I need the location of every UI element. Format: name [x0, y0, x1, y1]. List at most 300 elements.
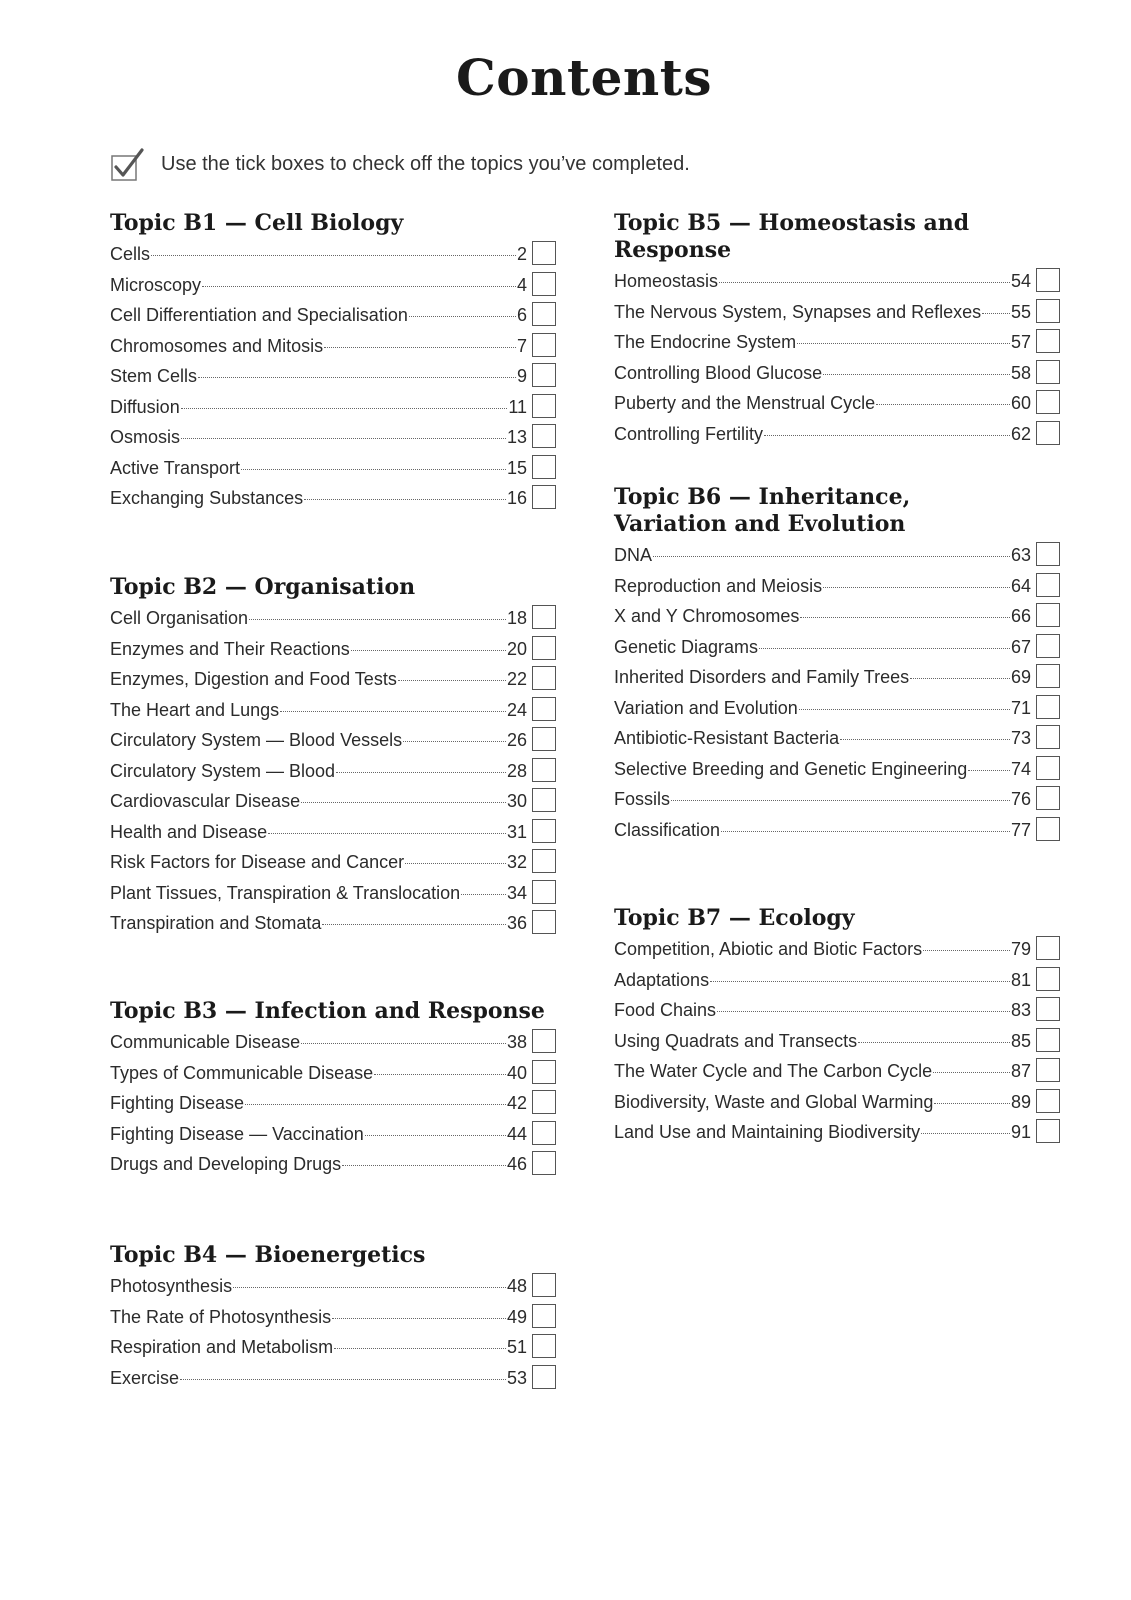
entry-line [110, 488, 527, 509]
tick-box[interactable] [532, 758, 556, 782]
entry-page-number: 44 [506, 1123, 527, 1144]
contents-entry [110, 666, 560, 697]
contents-entry [614, 329, 1064, 360]
entry-title: Osmosis [110, 427, 181, 447]
entry-page-number: 2 [516, 244, 527, 264]
entry-title: Cell Differentiation and Specialisation [110, 305, 408, 325]
dot-leader [671, 800, 1010, 801]
tick-box[interactable] [532, 880, 556, 904]
entry-page-number: 15 [506, 457, 527, 478]
topic-heading: Topic B7 — Ecology [614, 905, 855, 931]
dot-leader [198, 377, 516, 378]
entry-line [614, 393, 1031, 414]
dot-leader [332, 1318, 506, 1319]
tick-box[interactable] [1036, 997, 1060, 1021]
dot-leader [653, 556, 1010, 557]
entry-title: Exchanging Substances [110, 488, 304, 508]
entry-page-number: 30 [506, 791, 527, 811]
contents-entry [110, 636, 560, 667]
dot-leader [241, 469, 506, 470]
entry-page-number: 9 [516, 366, 527, 386]
entry-page-number: 42 [506, 1093, 527, 1113]
contents-entry [614, 603, 1064, 634]
entry-title: Health and Disease [110, 821, 268, 842]
entry-title: Reproduction and Meiosis [614, 575, 823, 596]
instruction-text: Use the tick boxes to check off the topics you’ve completed. [161, 153, 690, 175]
contents-entry [614, 786, 1064, 817]
entry-title: Biodiversity, Waste and Global Warming [614, 1091, 934, 1112]
entry-page-number: 64 [1010, 575, 1031, 596]
entry-title: Fighting Disease — Vaccination [110, 1123, 364, 1144]
entry-line [614, 698, 1031, 719]
topic-section [110, 574, 560, 941]
tick-box[interactable] [532, 788, 556, 812]
entry-line [110, 1307, 527, 1328]
dot-leader [840, 739, 1010, 740]
contents-entry [110, 910, 560, 941]
entry-line [614, 820, 1031, 841]
entry-title: Fighting Disease [110, 1093, 245, 1113]
tick-box[interactable] [1036, 1058, 1060, 1082]
tick-box[interactable] [532, 241, 556, 265]
contents-entry [110, 424, 560, 455]
tick-box[interactable] [532, 849, 556, 873]
contents-entry [110, 819, 560, 850]
entry-page-number: 54 [1010, 271, 1031, 291]
dot-leader [268, 833, 506, 834]
entry-title: The Water Cycle and The Carbon Cycle [614, 1061, 933, 1081]
entry-line [614, 1061, 1031, 1082]
contents-entry [110, 1304, 560, 1335]
tick-box[interactable] [532, 272, 556, 296]
entry-title: Enzymes and Their Reactions [110, 638, 350, 659]
tick-box[interactable] [1036, 1028, 1060, 1052]
tick-box[interactable] [532, 1151, 556, 1175]
tick-box[interactable] [1036, 695, 1060, 719]
entry-line [110, 822, 527, 843]
entry-title: Classification [614, 819, 721, 840]
entry-page-number: 85 [1010, 1030, 1031, 1051]
tick-box[interactable] [1036, 967, 1060, 991]
topic-section [110, 1242, 560, 1395]
dot-leader [717, 1011, 1010, 1012]
entry-line [614, 667, 1031, 688]
entry-line [110, 275, 527, 296]
entry-page-number: 60 [1010, 393, 1031, 413]
dot-leader [721, 831, 1010, 832]
tick-box[interactable] [1036, 390, 1060, 414]
entry-page-number: 32 [506, 852, 527, 872]
contents-entry [110, 697, 560, 728]
entry-title: Risk Factors for Disease and Cancer [110, 852, 405, 872]
entry-title: Fossils [614, 789, 671, 809]
entry-title: The Rate of Photosynthesis [110, 1306, 332, 1327]
contents-entry [110, 272, 560, 303]
dot-leader [180, 1379, 506, 1380]
entry-title: Stem Cells [110, 366, 198, 386]
entry-line [614, 332, 1031, 353]
entry-line [614, 759, 1031, 780]
entry-title: Chromosomes and Mitosis [110, 335, 324, 356]
contents-entry [614, 1089, 1064, 1120]
entry-title: Homeostasis [614, 271, 719, 291]
entry-page-number: 57 [1010, 332, 1031, 352]
entry-title: Enzymes, Digestion and Food Tests [110, 669, 397, 689]
entry-page-number: 73 [1010, 728, 1031, 748]
tick-box[interactable] [1036, 664, 1060, 688]
contents-entry [110, 485, 560, 516]
tick-box[interactable] [532, 1090, 556, 1114]
entry-page-number: 22 [506, 669, 527, 689]
tick-box[interactable] [532, 485, 556, 509]
entry-title: Controlling Fertility [614, 423, 764, 444]
entry-line [110, 366, 527, 387]
contents-entry [110, 1151, 560, 1182]
tick-box[interactable] [532, 424, 556, 448]
entry-page-number: 51 [506, 1337, 527, 1357]
tick-box[interactable] [532, 910, 556, 934]
entry-line [614, 1092, 1031, 1113]
entry-title: Photosynthesis [110, 1276, 233, 1296]
entry-page-number: 18 [506, 608, 527, 628]
contents-entry [110, 333, 560, 364]
topic-section [614, 905, 1064, 1150]
dot-leader [968, 770, 1010, 771]
contents-entry [110, 1121, 560, 1152]
entry-title: Inherited Disorders and Family Trees [614, 667, 910, 687]
dot-leader [322, 924, 506, 925]
dot-leader [181, 408, 508, 409]
contents-entry [614, 360, 1064, 391]
entry-page-number: 6 [516, 305, 527, 325]
entry-line [110, 1276, 527, 1297]
dot-leader [764, 435, 1010, 436]
entry-title: Cell Organisation [110, 608, 249, 628]
entry-title: Active Transport [110, 457, 241, 478]
contents-entry [110, 1090, 560, 1121]
entry-page-number: 11 [508, 396, 527, 417]
entry-title: DNA [614, 545, 653, 565]
tick-box[interactable] [532, 1304, 556, 1328]
dot-leader [800, 617, 1010, 618]
entry-title: Food Chains [614, 1000, 717, 1020]
dot-leader [403, 741, 506, 742]
entry-title: Variation and Evolution [614, 697, 798, 718]
entry-page-number: 79 [1010, 939, 1031, 959]
entry-page-number: 77 [1010, 819, 1031, 840]
dot-leader [336, 772, 506, 773]
entry-page-number: 69 [1010, 667, 1031, 687]
entry-page-number: 31 [506, 821, 527, 842]
entry-title: Cardiovascular Disease [110, 791, 301, 811]
contents-entry [110, 788, 560, 819]
tick-box[interactable] [1036, 1089, 1060, 1113]
dot-leader [374, 1074, 506, 1075]
tick-box[interactable] [532, 636, 556, 660]
dot-leader [324, 347, 516, 348]
dot-leader [823, 587, 1010, 588]
tick-box[interactable] [1036, 634, 1060, 658]
dot-leader [710, 981, 1010, 982]
tick-box[interactable] [532, 333, 556, 357]
dot-leader [759, 648, 1010, 649]
entry-line [110, 1063, 527, 1084]
contents-entry [614, 1058, 1064, 1089]
contents-entry [110, 1365, 560, 1396]
entry-title: The Nervous System, Synapses and Reflexes [614, 301, 982, 322]
contents-entry [614, 756, 1064, 787]
entry-title: X and Y Chromosomes [614, 606, 800, 626]
entry-page-number: 55 [1010, 301, 1031, 322]
entry-line [110, 730, 527, 751]
dot-leader [342, 1165, 506, 1166]
dot-leader [398, 680, 506, 681]
entry-title: Adaptations [614, 969, 710, 990]
contents-entry [614, 634, 1064, 665]
contents-entry [614, 725, 1064, 756]
dot-leader [351, 650, 506, 651]
tick-box[interactable] [532, 1060, 556, 1084]
entry-page-number: 26 [506, 730, 527, 750]
entry-page-number: 89 [1010, 1091, 1031, 1112]
entry-title: Puberty and the Menstrual Cycle [614, 393, 876, 413]
entry-page-number: 49 [506, 1306, 527, 1327]
contents-entry [110, 880, 560, 911]
entry-line [614, 1122, 1031, 1143]
contents-entry [110, 727, 560, 758]
dot-leader [876, 404, 1010, 405]
entry-title: Controlling Blood Glucose [614, 362, 823, 383]
entry-title: Cells [110, 244, 151, 264]
entry-line [110, 852, 527, 873]
tick-box[interactable] [532, 1273, 556, 1297]
entry-page-number: 34 [506, 882, 527, 903]
entry-title: Exercise [110, 1367, 180, 1388]
entry-line [614, 637, 1031, 658]
dot-leader [934, 1103, 1010, 1104]
topic-heading: Topic B5 — Homeostasis and Response [614, 210, 970, 263]
tick-box[interactable] [532, 1121, 556, 1145]
entry-title: Selective Breeding and Genetic Engineering [614, 758, 968, 779]
entry-line [614, 789, 1031, 810]
dot-leader [365, 1135, 506, 1136]
dot-leader [245, 1104, 506, 1105]
entry-line [110, 458, 527, 479]
contents-entry [614, 664, 1064, 695]
entry-line [110, 1154, 527, 1175]
contents-entry [110, 394, 560, 425]
entry-line [614, 728, 1031, 749]
entry-page-number: 74 [1010, 758, 1031, 779]
entry-page-number: 76 [1010, 789, 1031, 809]
dot-leader [409, 316, 516, 317]
contents-entry [614, 997, 1064, 1028]
tick-box[interactable] [1036, 268, 1060, 292]
entry-title: Microscopy [110, 274, 202, 295]
entry-line [110, 244, 527, 265]
tick-box[interactable] [532, 1334, 556, 1358]
entry-line [110, 427, 527, 448]
tick-box[interactable] [532, 819, 556, 843]
entry-line [614, 363, 1031, 384]
topic-section [110, 998, 560, 1182]
contents-entry [614, 695, 1064, 726]
topic-heading: Topic B3 — Infection and Response [110, 998, 545, 1024]
tick-box[interactable] [1036, 1119, 1060, 1143]
contents-entry [614, 542, 1064, 573]
dot-leader [301, 1043, 506, 1044]
tick-box[interactable] [1036, 360, 1060, 384]
tick-box[interactable] [532, 666, 556, 690]
entry-page-number: 36 [506, 913, 527, 933]
dot-leader [933, 1072, 1010, 1073]
dot-leader [233, 1287, 506, 1288]
contents-entry [614, 268, 1064, 299]
contents-entry [614, 573, 1064, 604]
contents-entry [614, 390, 1064, 421]
dot-leader [823, 374, 1010, 375]
entry-page-number: 46 [506, 1154, 527, 1174]
dot-leader [982, 313, 1010, 314]
tick-box[interactable] [532, 697, 556, 721]
entry-page-number: 67 [1010, 636, 1031, 657]
entry-title: Competition, Abiotic and Biotic Factors [614, 939, 923, 959]
entry-line [614, 576, 1031, 597]
entry-line [110, 1124, 527, 1145]
tick-box[interactable] [1036, 817, 1060, 841]
topic-heading: Topic B1 — Cell Biology [110, 210, 404, 236]
tick-box[interactable] [1036, 725, 1060, 749]
entry-line [110, 883, 527, 904]
entry-page-number: 66 [1010, 606, 1031, 626]
entry-title: Using Quadrats and Transects [614, 1030, 858, 1051]
entry-page-number: 81 [1010, 969, 1031, 990]
tick-box[interactable] [532, 455, 556, 479]
contents-entry [110, 455, 560, 486]
tick-box[interactable] [1036, 603, 1060, 627]
entry-page-number: 38 [506, 1032, 527, 1052]
dot-leader [910, 678, 1010, 679]
dot-leader [151, 255, 516, 256]
topic-section [614, 210, 1064, 451]
entry-title: Communicable Disease [110, 1032, 301, 1052]
tick-box[interactable] [1036, 329, 1060, 353]
entry-title: Diffusion [110, 396, 180, 417]
dot-leader [301, 802, 506, 803]
tick-box[interactable] [532, 605, 556, 629]
tick-box[interactable] [1036, 936, 1060, 960]
entry-line [110, 700, 527, 721]
tick-box[interactable] [1036, 421, 1060, 445]
entry-page-number: 7 [516, 335, 527, 356]
entry-title: The Heart and Lungs [110, 699, 280, 720]
entry-page-number: 13 [506, 427, 527, 447]
entry-title: Circulatory System — Blood Vessels [110, 730, 403, 750]
topic-section [110, 210, 560, 516]
dot-leader [334, 1348, 506, 1349]
entry-line [110, 791, 527, 812]
entry-line [614, 302, 1031, 323]
entry-line [110, 1337, 527, 1358]
contents-entry [614, 1119, 1064, 1150]
entry-title: Drugs and Developing Drugs [110, 1154, 342, 1174]
dot-leader [799, 709, 1010, 710]
entry-line [110, 913, 527, 934]
tick-box[interactable] [1036, 299, 1060, 323]
contents-entry [110, 241, 560, 272]
check-icon [111, 148, 145, 182]
entry-page-number: 28 [506, 760, 527, 781]
dot-leader [202, 286, 516, 287]
contents-entry [614, 421, 1064, 452]
contents-entry [110, 302, 560, 333]
dot-leader [921, 1133, 1010, 1134]
contents-entry [614, 967, 1064, 998]
contents-entry [110, 1029, 560, 1060]
tick-box[interactable] [1036, 573, 1060, 597]
tick-box[interactable] [532, 1029, 556, 1053]
tick-box[interactable] [1036, 756, 1060, 780]
contents-entry [614, 817, 1064, 848]
entry-line [614, 271, 1031, 292]
tick-box[interactable] [532, 394, 556, 418]
dot-leader [304, 499, 506, 500]
contents-entry [110, 1334, 560, 1365]
dot-leader [181, 438, 506, 439]
entry-page-number: 4 [516, 274, 527, 295]
dot-leader [923, 950, 1010, 951]
dot-leader [405, 863, 506, 864]
entry-page-number: 87 [1010, 1061, 1031, 1081]
contents-entry [110, 605, 560, 636]
entry-page-number: 48 [506, 1276, 527, 1296]
entry-line [614, 545, 1031, 566]
entry-title: Transpiration and Stomata [110, 913, 322, 933]
dot-leader [461, 894, 506, 895]
dot-leader [280, 711, 506, 712]
topic-heading: Topic B4 — Bioenergetics [110, 1242, 426, 1268]
entry-page-number: 63 [1010, 545, 1031, 565]
entry-line [110, 336, 527, 357]
entry-line [614, 1000, 1031, 1021]
page-title: Contents [455, 48, 712, 107]
entry-title: Types of Communicable Disease [110, 1062, 374, 1083]
tick-box[interactable] [532, 302, 556, 326]
entry-line [110, 1368, 527, 1389]
tick-box[interactable] [532, 363, 556, 387]
contents-entry [614, 299, 1064, 330]
entry-page-number: 24 [506, 699, 527, 720]
entry-page-number: 20 [506, 638, 527, 659]
contents-entry [110, 363, 560, 394]
entry-title: Plant Tissues, Transpiration & Translocation [110, 882, 461, 903]
tick-box[interactable] [1036, 786, 1060, 810]
dot-leader [797, 343, 1010, 344]
contents-entry [110, 849, 560, 880]
tick-box[interactable] [532, 727, 556, 751]
tick-box[interactable] [532, 1365, 556, 1389]
entry-line [614, 1031, 1031, 1052]
entry-page-number: 91 [1010, 1122, 1031, 1142]
dot-leader [858, 1042, 1010, 1043]
tick-box[interactable] [1036, 542, 1060, 566]
entry-line [614, 424, 1031, 445]
entry-page-number: 71 [1010, 697, 1031, 718]
entry-line [110, 669, 527, 690]
entry-title: The Endocrine System [614, 332, 797, 352]
entry-title: Respiration and Metabolism [110, 1337, 334, 1357]
topic-section [614, 484, 1064, 847]
